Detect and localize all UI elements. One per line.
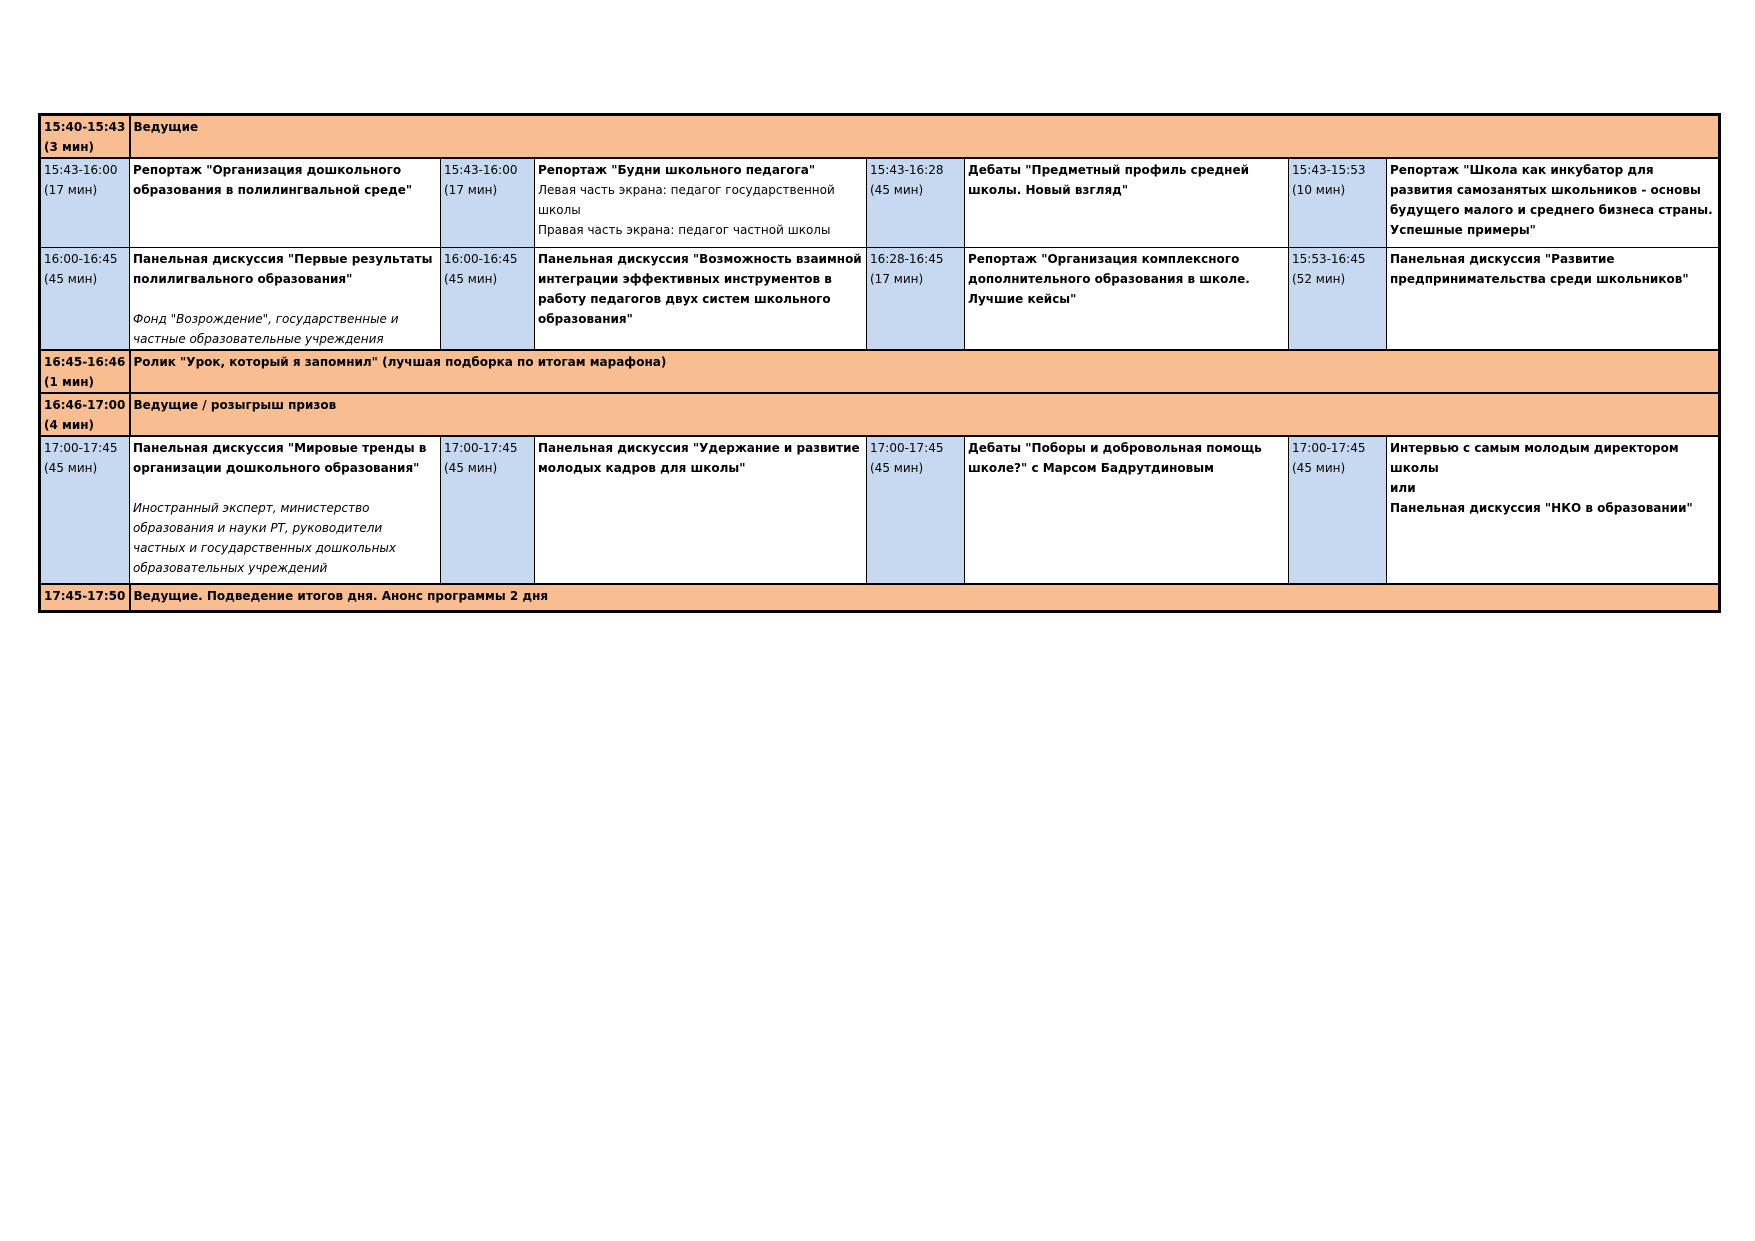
- time-cell: [441, 247, 535, 350]
- duration: (45 мин): [444, 460, 498, 475]
- session-note: Правая часть экрана: педагог частной школы: [538, 223, 831, 237]
- time-range: 17:00-17:45: [44, 440, 118, 455]
- session-cell: [130, 393, 1720, 436]
- duration: (45 мин): [1292, 460, 1346, 475]
- time-cell: [40, 247, 130, 350]
- schedule-row-prize-draw: [40, 393, 1720, 436]
- time-range: 16:46-17:00: [44, 397, 126, 412]
- time-range: 17:00-17:45: [870, 440, 944, 455]
- session-title: Репортаж "Организация комплексного дополнительного образования в школе. Лучшие кейсы": [968, 251, 1250, 306]
- duration: (10 мин): [1292, 183, 1346, 197]
- session-title: Репортаж "Школа как инкубатор для развития самозанятых школьников - основы будущего малого и среднего бизнеса страны. Успешные примеры": [1390, 163, 1713, 237]
- time-range: 16:45-16:46: [44, 354, 126, 369]
- session-title: Дебаты "Предметный профиль средней школы. Новый взгляд": [968, 163, 1249, 197]
- session-title: Ведущие / розыгрыш призов: [133, 397, 337, 412]
- schedule-row-hosts-opening: [40, 115, 1720, 159]
- duration: (45 мин): [870, 183, 924, 197]
- session-title: Репортаж "Организация дошкольного образования в полилингвальной среде": [133, 163, 413, 197]
- time-range: 15:43-16:00: [444, 163, 518, 177]
- spacer: [133, 478, 437, 498]
- session-title: Ведущие: [133, 120, 199, 134]
- time-cell: [1289, 436, 1387, 584]
- time-range: 15:43-16:00: [44, 163, 118, 177]
- time-cell: [40, 393, 130, 436]
- session-cell: [1387, 247, 1720, 350]
- session-cell: [1387, 436, 1720, 584]
- schedule-row-video: [40, 350, 1720, 393]
- time-cell: [40, 350, 130, 393]
- session-cell: [1387, 158, 1720, 247]
- time-cell: [40, 115, 130, 159]
- duration: (1 мин): [44, 374, 95, 389]
- schedule-row: [40, 158, 1720, 247]
- session-title-separator: или: [1390, 480, 1416, 495]
- session-participants: Фонд "Возрождение", государственные и частные образовательные учреждения: [133, 311, 399, 346]
- session-title: Панельная дискуссия "Развитие предпринимательства среди школьников": [1390, 251, 1689, 286]
- time-cell: [441, 436, 535, 584]
- time-cell: [441, 158, 535, 247]
- time-range: 15:43-16:28: [870, 163, 944, 177]
- session-cell: [130, 158, 441, 247]
- time-cell: [1289, 158, 1387, 247]
- session-cell: [535, 158, 867, 247]
- session-cell: [130, 247, 441, 350]
- session-title: Дебаты "Поборы и добровольная помощь школе?" с Марсом Бадрутдиновым: [968, 440, 1262, 475]
- duration: (17 мин): [870, 271, 924, 286]
- time-cell: [40, 584, 130, 612]
- time-range: 17:45-17:50: [44, 588, 126, 603]
- session-note: Левая часть экрана: педагог государственной школы: [538, 183, 835, 217]
- schedule-row: [40, 247, 1720, 350]
- time-range: 16:00-16:45: [44, 251, 118, 266]
- time-range: 15:40-15:43: [44, 120, 126, 134]
- time-range: 17:00-17:45: [1292, 440, 1366, 455]
- session-title: Панельная дискуссия "Мировые тренды в организации дошкольного образования": [133, 440, 427, 475]
- time-cell: [1289, 247, 1387, 350]
- duration: (45 мин): [870, 460, 924, 475]
- time-cell: [867, 158, 965, 247]
- session-cell: [130, 115, 1720, 159]
- session-title: Панельная дискуссия "Возможность взаимной интеграции эффективных инструментов в работу педагогов двух систем школьного образования": [538, 251, 862, 326]
- session-cell: [535, 436, 867, 584]
- time-cell: [867, 247, 965, 350]
- duration: (45 мин): [44, 460, 98, 475]
- session-title-alternative: Панельная дискуссия "НКО в образовании": [1390, 500, 1693, 515]
- time-cell: [40, 436, 130, 584]
- session-title: Панельная дискуссия "Первые результаты полилигвального образования": [133, 251, 433, 286]
- session-title: Интервью с самым молодым директором школы: [1390, 440, 1679, 475]
- time-range: 16:28-16:45: [870, 251, 944, 266]
- duration: (45 мин): [44, 271, 98, 286]
- session-cell: [130, 584, 1720, 612]
- duration: (45 мин): [444, 271, 498, 286]
- schedule-row-closing: [40, 584, 1720, 612]
- session-participants: Иностранный эксперт, министерство образования и науки РТ, руководители частных и государственных дошкольных образовательных учреждений: [133, 500, 396, 575]
- time-range: 16:00-16:45: [444, 251, 518, 266]
- schedule-row: [40, 436, 1720, 584]
- schedule-table: [38, 113, 1721, 613]
- duration: (3 мин): [44, 140, 95, 154]
- session-title: Ролик "Урок, который я запомнил" (лучшая подборка по итогам марафона): [133, 354, 667, 369]
- session-cell: [130, 350, 1720, 393]
- time-range: 17:00-17:45: [444, 440, 518, 455]
- duration: (4 мин): [44, 417, 95, 432]
- duration: (52 мин): [1292, 271, 1346, 286]
- duration: (17 мин): [444, 183, 498, 197]
- session-cell: [535, 247, 867, 350]
- session-title: Репортаж "Будни школьного педагога": [538, 163, 816, 177]
- session-title: Панельная дискуссия "Удержание и развитие молодых кадров для школы": [538, 440, 860, 475]
- duration: (17 мин): [44, 183, 98, 197]
- session-cell: [130, 436, 441, 584]
- time-range: 15:43-15:53: [1292, 163, 1366, 177]
- time-cell: [867, 436, 965, 584]
- session-cell: [965, 158, 1289, 247]
- session-title: Ведущие. Подведение итогов дня. Анонс программы 2 дня: [133, 588, 549, 603]
- time-range: 15:53-16:45: [1292, 251, 1366, 266]
- session-cell: [965, 436, 1289, 584]
- spacer: [133, 289, 437, 309]
- session-cell: [965, 247, 1289, 350]
- time-cell: [40, 158, 130, 247]
